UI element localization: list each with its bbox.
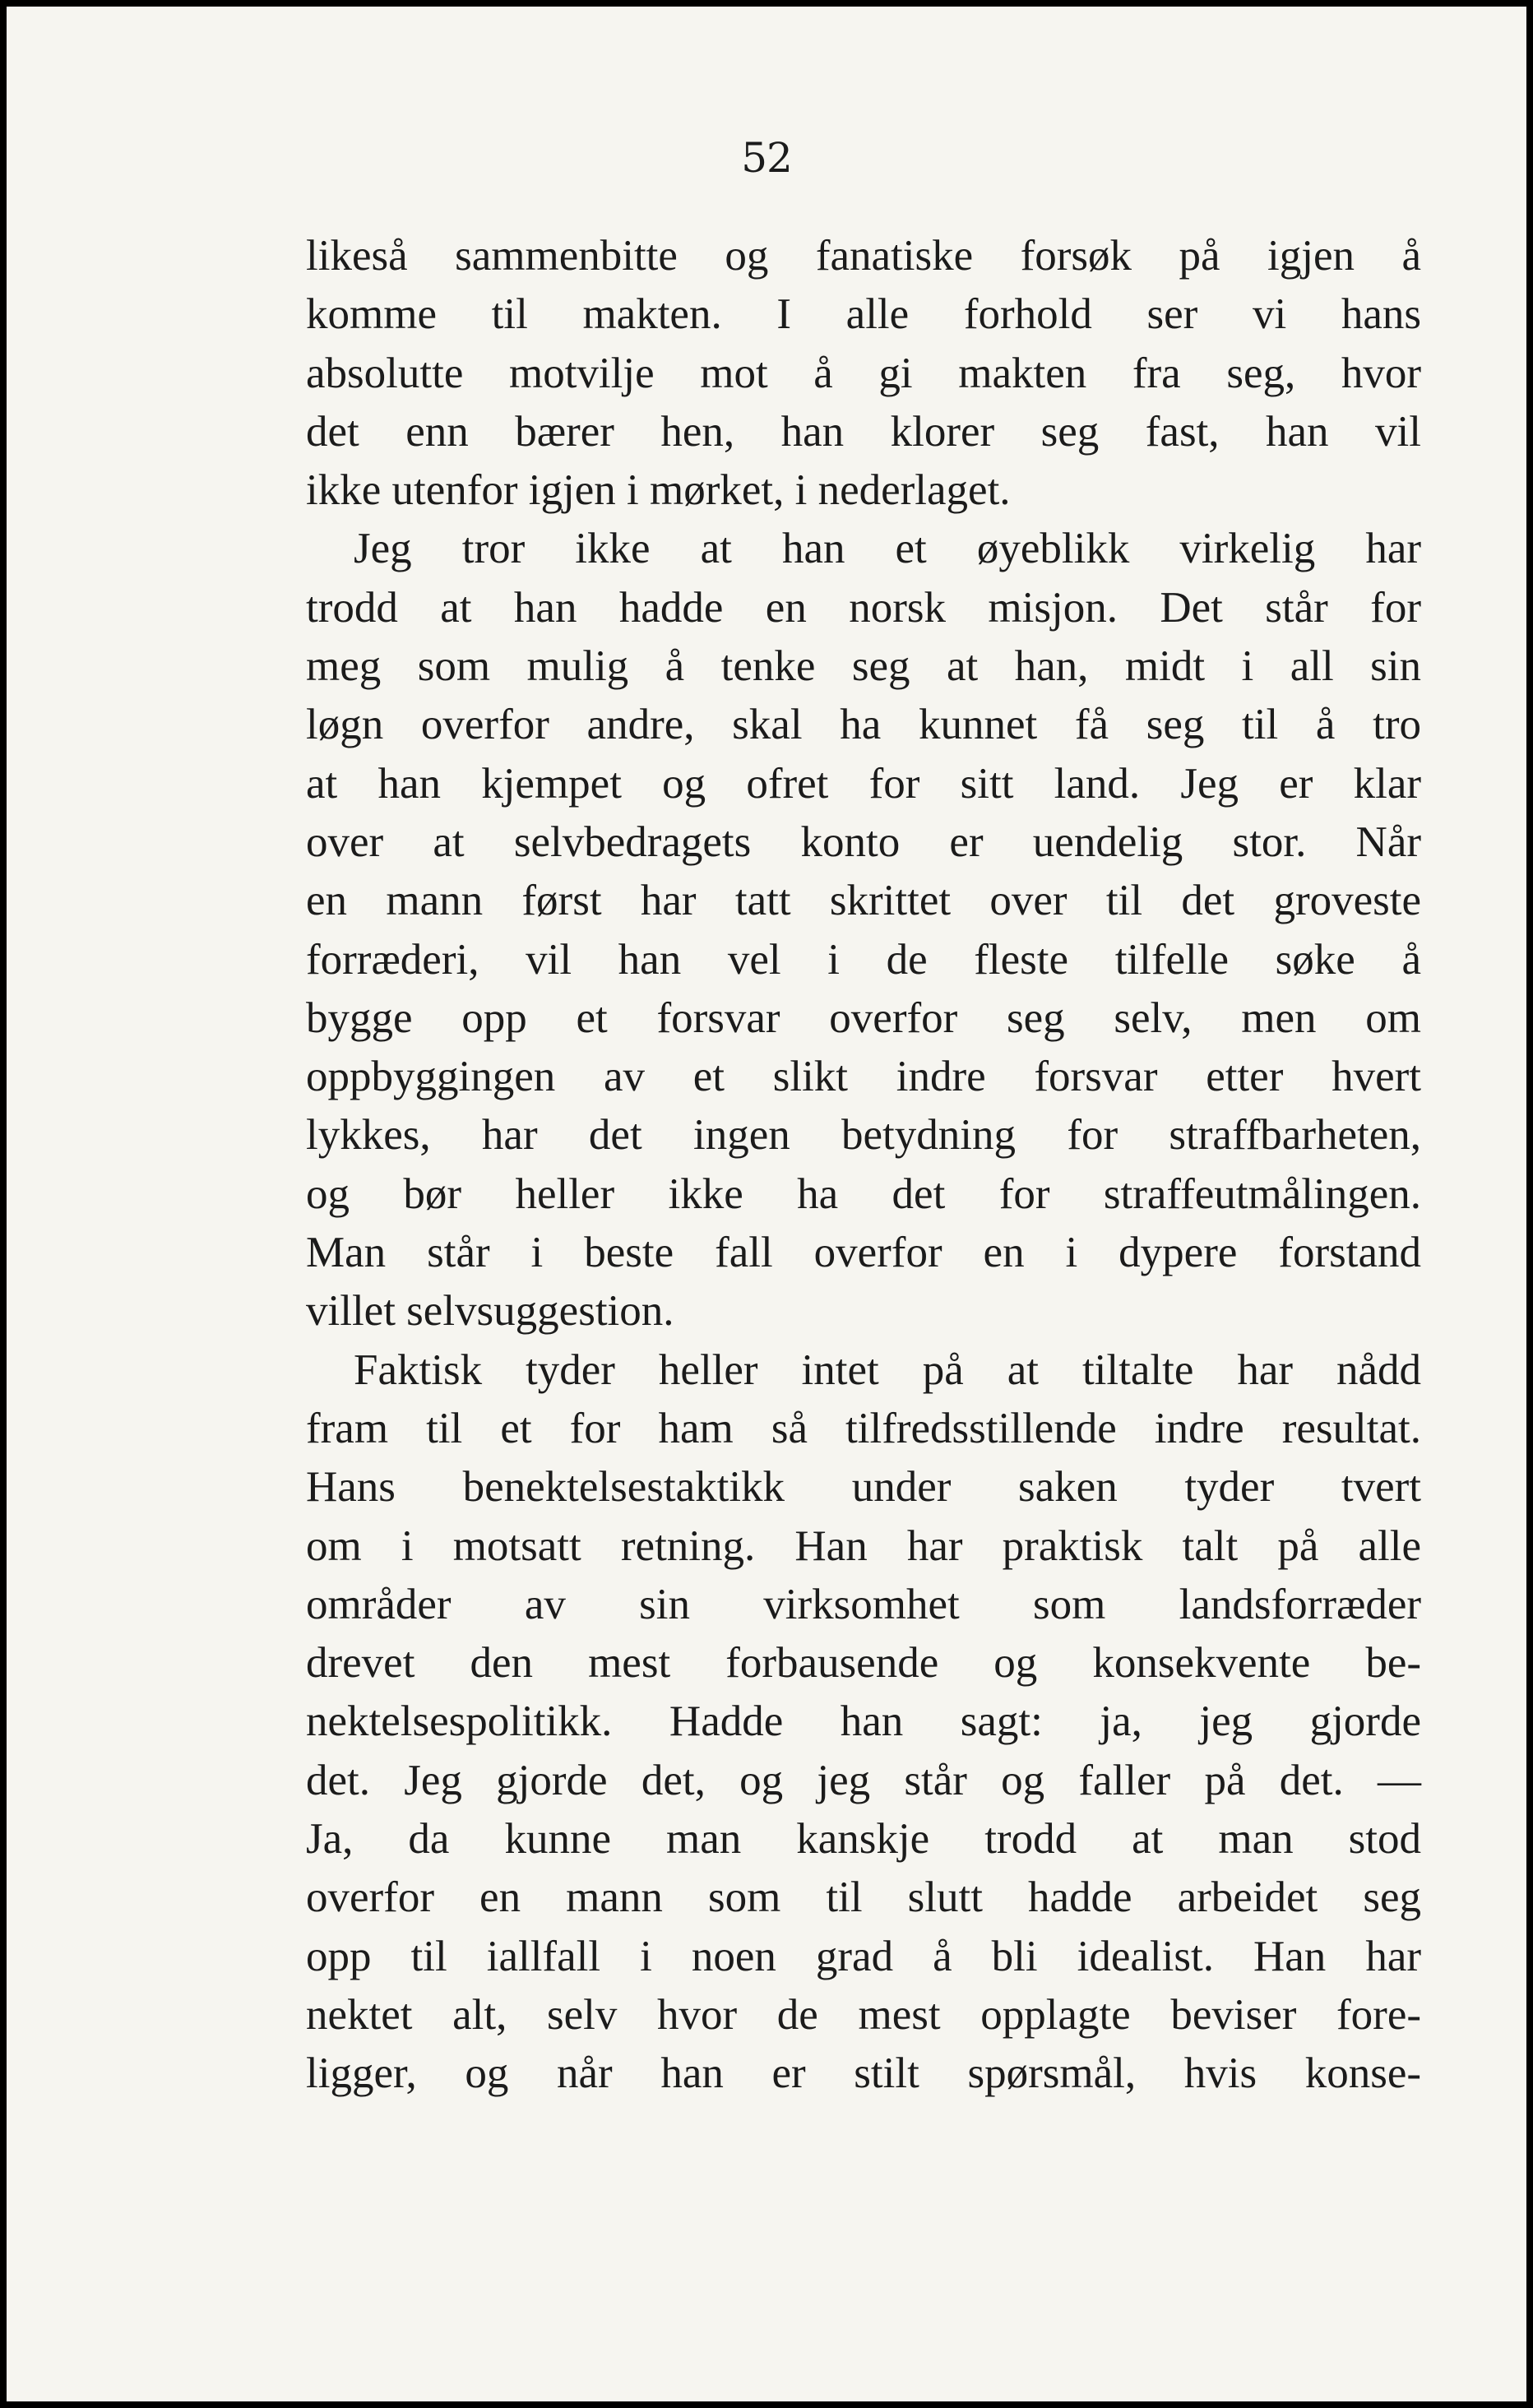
text-line: om i motsatt retning. Han har praktisk talt på alle xyxy=(306,1521,1421,1570)
text-line: Hans benektelsestaktikk under saken tyder tvert xyxy=(306,1463,1421,1512)
text-line: forræderi, vil han vel i de fleste tilfelle søke å xyxy=(306,935,1421,984)
text-line: områder av sin virksomhet som landsforræder xyxy=(306,1580,1421,1628)
text-line: ligger, og når han er stilt spørsmål, hvis konse- xyxy=(306,2049,1421,2098)
text-line: drevet den mest forbausende og konsekvente be- xyxy=(306,1639,1421,1688)
text-line: lykkes, har det ingen betydning for straffbarheten, xyxy=(306,1111,1421,1160)
text-line: løgn overfor andre, skal ha kunnet få seg til å tro xyxy=(306,701,1421,749)
text-line: ikke utenfor igjen i mørket, i nederlaget. xyxy=(306,466,1011,515)
text-line: en mann først har tatt skrittet over til det groveste xyxy=(306,877,1421,925)
book-page xyxy=(7,7,1526,2401)
text-line: bygge opp et forsvar overfor seg selv, men om xyxy=(306,993,1421,1042)
text-line: Ja, da kunne man kanskje trodd at man stod xyxy=(306,1815,1421,1864)
text-line: likeså sammenbitte og fanatiske forsøk på igjen å xyxy=(306,232,1421,280)
text-line-paragraph-start: Faktisk tyder heller intet på at tiltalte har nådd xyxy=(354,1345,1421,1394)
text-line: trodd at han hadde en norsk misjon. Det står for xyxy=(306,583,1421,632)
text-line: villet selvsuggestion. xyxy=(306,1287,674,1336)
text-line: og bør heller ikke ha det for straffeutmålingen. xyxy=(306,1169,1421,1218)
text-line: komme til makten. I alle forhold ser vi hans xyxy=(306,290,1421,339)
text-line: oppbyggingen av et slikt indre forsvar etter hvert xyxy=(306,1053,1421,1101)
body-text xyxy=(306,227,1421,2104)
text-line: absolutte motvilje mot å gi makten fra seg, hvor xyxy=(306,349,1421,397)
text-line: meg som mulig å tenke seg at han, midt i all sin xyxy=(306,642,1421,691)
text-line: det. Jeg gjorde det, og jeg står og faller på det. — xyxy=(306,1756,1421,1804)
text-line: opp til iallfall i noen grad å bli idealist. Han har xyxy=(306,1932,1421,1980)
text-line: Man står i beste fall overfor en i dypere forstand xyxy=(306,1229,1421,1277)
text-line: overfor en mann som til slutt hadde arbeidet seg xyxy=(306,1873,1421,1922)
text-line: at han kjempet og ofret for sitt land. Jeg er klar xyxy=(306,759,1421,808)
text-line: fram til et for ham så tilfredsstillende indre resultat. xyxy=(306,1404,1421,1452)
text-line: det enn bærer hen, han klorer seg fast, han vil xyxy=(306,407,1421,456)
page-number: 52 xyxy=(741,134,792,182)
text-line: nektet alt, selv hvor de mest opplagte beviser fore- xyxy=(306,1990,1421,2039)
text-line: nektelsespolitikk. Hadde han sagt: ja, jeg gjorde xyxy=(306,1697,1421,1746)
text-line: over at selvbedragets konto er uendelig stor. Når xyxy=(306,817,1421,866)
text-line-paragraph-start: Jeg tror ikke at han et øyeblikk virkelig har xyxy=(354,525,1421,573)
